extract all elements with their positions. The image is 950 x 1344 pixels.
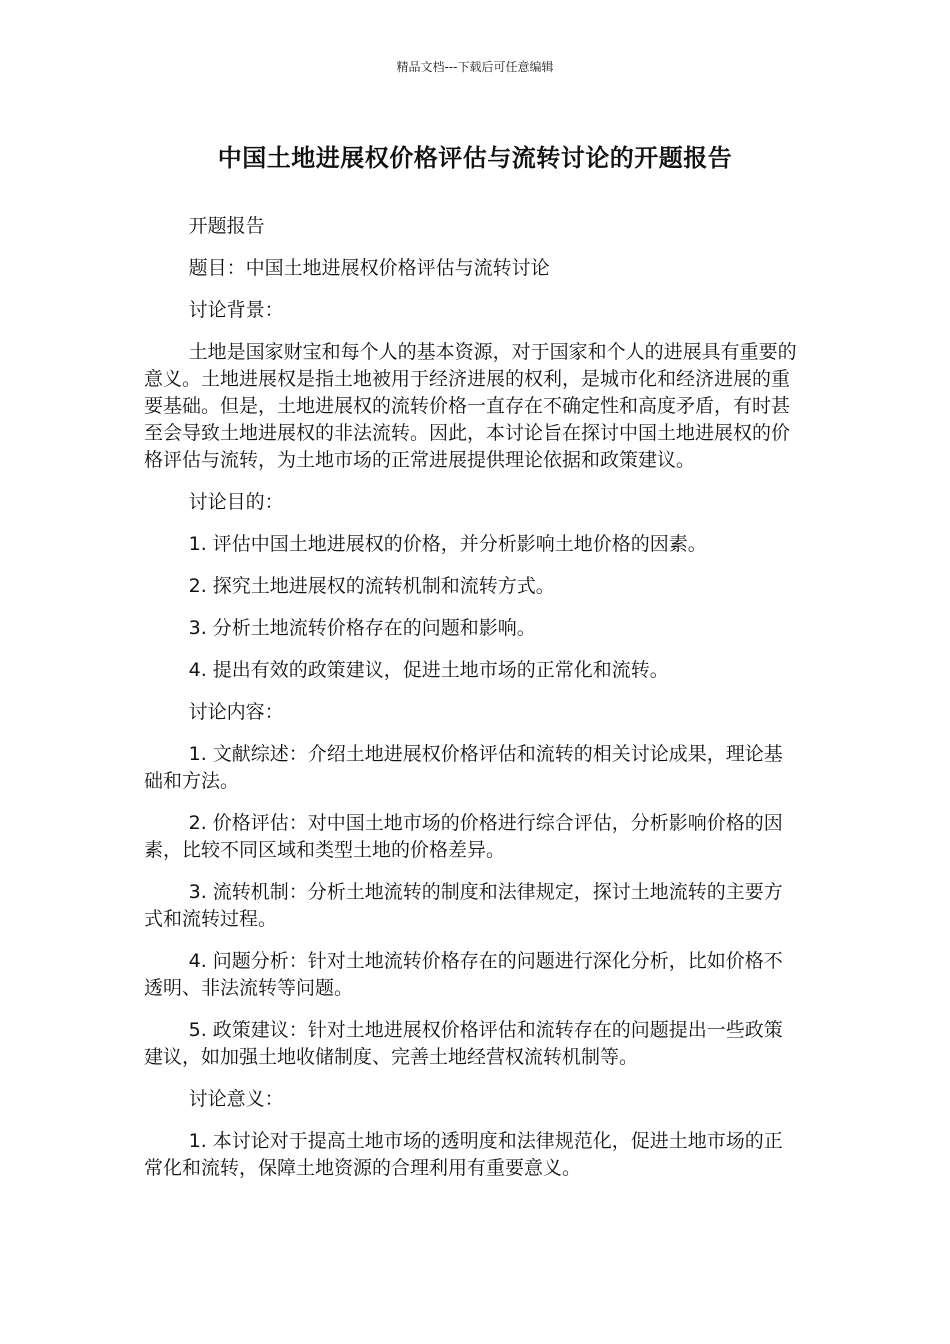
document-body [144,213,798,1197]
topic-line: 题目：中国土地进展权价格评估与流转讨论 [188,257,550,279]
section-heading-content: 讨论内容： [188,701,284,723]
background-paragraph: 土地是国家财宝和每个人的基本资源，对于国家和个人的进展具有重要的意义。土地进展权是指土地被用于经济进展的权利，是城市化和经济进展的重要基础。但是，土地进展权的流转价格一直存在不确定性和高度矛盾，有时甚至会导致土地进展权的非法流转。因此，本讨论旨在探讨中国土地进展权的价格评估与流转，为土地市场的正常进展提供理论依据和政策建议。 [144,341,797,471]
significance-item: 1. 本讨论对于提高土地市场的透明度和法律规范化，促进土地市场的正常化和流转，保障土地资源的合理利用有重要意义。 [144,1130,783,1179]
objective-item: 1. 评估中国土地进展权的价格，并分析影响土地价格的因素。 [188,533,707,555]
section-heading-objectives: 讨论目的： [188,491,284,513]
content-item: 4. 问题分析：针对土地流转价格存在的问题进行深化分析，比如价格不透明、非法流转等问题。 [144,950,783,999]
objective-item: 4. 提出有效的政策建议，促进土地市场的正常化和流转。 [188,659,669,681]
section-heading-significance: 讨论意义： [188,1088,284,1110]
content-item: 2. 价格评估：对中国土地市场的价格进行综合评估，分析影响价格的因素，比较不同区域和类型土地的价格差异。 [144,812,783,861]
objective-item: 3. 分析土地流转价格存在的问题和影响。 [188,617,536,639]
content-item: 3. 流转机制：分析土地流转的制度和法律规定，探讨土地流转的主要方式和流转过程。 [144,881,783,930]
objective-item: 2. 探究土地进展权的流转机制和流转方式。 [188,575,555,597]
content-item: 1. 文献综述：介绍土地进展权价格评估和流转的相关讨论成果，理论基础和方法。 [144,743,783,792]
content-item: 5. 政策建议：针对土地进展权价格评估和流转存在的问题提出一些政策建议，如加强土地收储制度、完善土地经营权流转机制等。 [144,1019,783,1068]
header-note: 精品文档---下载后可任意编辑 [396,60,554,74]
document-title: 中国土地进展权价格评估与流转讨论的开题报告 [217,144,733,172]
section-heading-background: 讨论背景： [188,299,284,321]
section-label: 开题报告 [188,215,265,237]
